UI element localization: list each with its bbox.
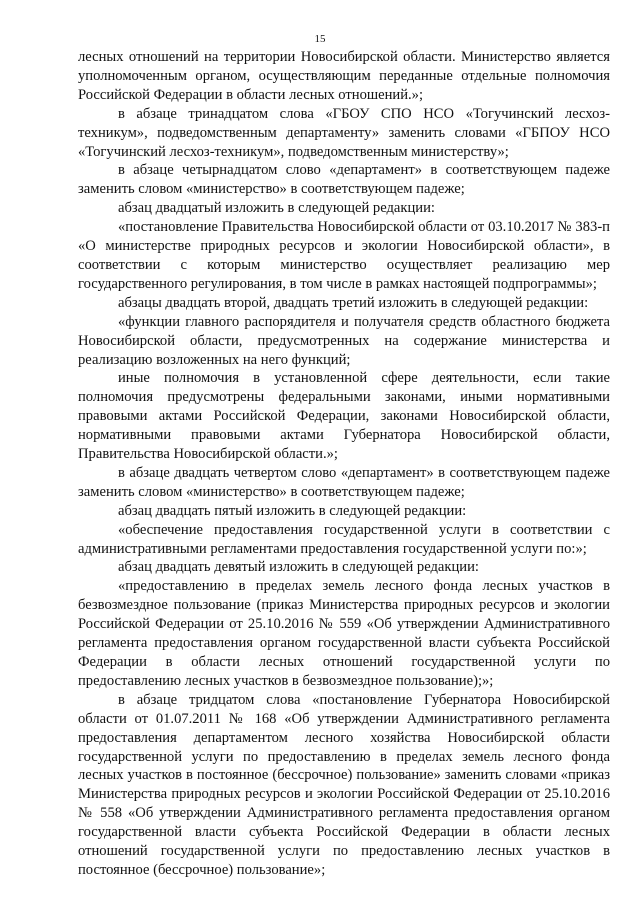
document-body xyxy=(78,48,610,880)
paragraph: «постановление Правительства Новосибирской области от 03.10.2017 № 383-п «О министерстве природных ресурсов и экологии Новосибирской области», в соответствии с которым министерство осуществляет реализацию мер государственного регулирования, в том числе в рамках настоящей подпрограммы»; xyxy=(78,219,610,292)
paragraph: в абзаце двадцать четвертом слово «департамент» в соответствующем падеже заменить словом «министерство» в соответствующем падеже; xyxy=(78,464,610,500)
page-number: 15 xyxy=(314,33,326,45)
paragraph: абзацы двадцать второй, двадцать третий изложить в следующей редакции: xyxy=(118,294,589,311)
paragraph: «функции главного распорядителя и получателя средств областного бюджета Новосибирской области, предусмотренных на содержание министерства и реализацию возложенных на него функций; xyxy=(78,313,610,368)
paragraph: в абзаце тридцатом слова «постановление Губернатора Новосибирской области от 01.07.2011 № 168 «Об утверждении Административного регламента предоставления департаментом лесного хозяйства Новосибирской области государственной услуги по предоставлению в пределах земель лесного фонда лесных участков в постоянное (бессрочное) пользование» заменить словами «приказ Министерства природных ресурсов и экологии Российской Федерации от 25.10.2016 № 558 «Об утверждении Административного регламента предоставления органом государственной власти субъекта Российской Федерации в области лесных отношений государственной услуги по предоставлению лесных участков в постоянное (бессрочное) пользование»; xyxy=(78,691,610,878)
paragraph: абзац двадцать пятый изложить в следующей редакции: xyxy=(118,502,467,519)
paragraph: абзац двадцать девятый изложить в следующей редакции: xyxy=(118,559,479,576)
paragraph: в абзаце тринадцатом слова «ГБОУ СПО НСО «Тогучинский лесхоз-техникум», подведомственным департаменту» заменить словами «ГБПОУ НСО «Тогучинский лесхоз-техникум», подведомственным министерству»; xyxy=(78,105,610,160)
paragraph: абзац двадцатый изложить в следующей редакции: xyxy=(118,200,435,217)
paragraph: иные полномочия в установленной сфере деятельности, если такие полномочия предусмотрены федеральными законами, иными нормативными правовыми актами Российской Федерации, законами Новосибирской области, нормативными правовыми актами Губернатора Новосибирской области, Правительства Новосибирской области.»; xyxy=(78,370,610,463)
paragraph: лесных отношений на территории Новосибирской области. Министерство является уполномоченным органом, осуществляющим переданные отдельные полномочия Российской Федерации в области лесных отношений.»; xyxy=(78,49,610,103)
paragraph: в абзаце четырнадцатом слово «департамент» в соответствующем падеже заменить словом «министерство» в соответствующем падеже; xyxy=(78,162,610,198)
paragraph: «обеспечение предоставления государственной услуги в соответствии с административными регламентами предоставления государственной услуги по:»; xyxy=(78,521,610,557)
paragraph: «предоставлению в пределах земель лесного фонда лесных участков в безвозмездное пользование (приказ Министерства природных ресурсов и экологии Российской Федерации от 25.10.2016 № 559 «Об утверждении Административного регламента предоставления органом государственной власти субъекта Российской Федерации в области лесных отношений государственной услуги по предоставлению лесных участков в безвозмездное пользование);»; xyxy=(78,578,610,689)
